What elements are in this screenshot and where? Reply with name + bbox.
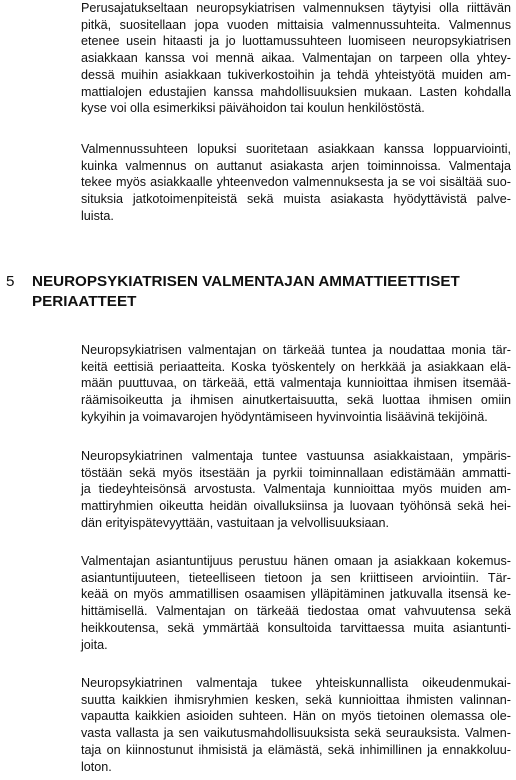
text-line: hittämisellä. Valmentajan on tärkeää tiedostaa omat vahvuutensa sekä	[81, 604, 511, 619]
text-line: loton.	[81, 759, 112, 774]
paragraph-asiantuntijuus	[81, 553, 511, 653]
text-line: Valmennussuhteen lopuksi suoritetaan asiakkaan kanssa loppuarviointi,	[81, 142, 511, 156]
text-line: kykyihin ja voimavarojen hyödyntämiseen hyvinvointia lisäävinä tekijöinä.	[81, 409, 488, 424]
text-line: asiakkaan kanssa voi mennä aikaa. Valmentajan on tarpeen olla yhtey-	[81, 51, 511, 66]
text-line: pitkä, suositellaan jopa vuoden mittaisia valmennussuhteita. Valmennus	[81, 17, 511, 32]
text-line: luista.	[81, 208, 114, 223]
text-line: keää on myös ammatillisen osaamisen ylläpitäminen jatkuvalla itsensä ke-	[81, 587, 511, 602]
text-line: ja tiedeyhteisönsä arvostusta. Valmentaja kunnioittaa myös muiden am-	[81, 482, 511, 497]
text-line: Neuropsykiatrisen valmentajan on tärkeää tuntea ja noudattaa monia tär-	[81, 343, 511, 357]
paragraph-vastuu	[81, 448, 511, 532]
text-line: räämisoikeutta ja ihmisen ainutkertaisuutta, sekä luottaa ihmisen omiin	[81, 393, 511, 408]
paragraph-loppuarviointi	[81, 141, 511, 225]
paragraph-oikeudenmukaisuus	[81, 675, 511, 775]
text-line: mattiryhmien oikeutta heidän oivalluksiinsa ja luovaan työhönsä sekä hei-	[81, 499, 511, 514]
text-line: keitä eettisiä periaatteita. Koska työskentely on herkkää ja asiakkaan elä-	[81, 359, 511, 374]
text-line: asiantuntijuuteen, tieteelliseen tietoon ja sen kriittiseen arviointiin. Tär-	[81, 570, 511, 585]
text-line: dessä muihin asiakkaan tukiverkostoihin ja tehdä yhteistyötä muiden am-	[81, 67, 511, 82]
text-line: situksia jatkotoimenpiteistä sekä muista asiakasta hyödyttävistä palve-	[81, 192, 511, 207]
text-line: taja on kiinnostunut ihmisistä ja elämästä, sekä inhimillinen ja ennakkoluu-	[81, 742, 511, 757]
text-line: etenee usein hitaasti ja jo luottamussuhteen luomiseen neuropsykiatrisen	[81, 34, 511, 49]
text-line: mattialojen edustajien kanssa mahdollisuuksien mukaan. Lasten kohdalla	[81, 84, 511, 99]
section-title-line: NEUROPSYKIATRISEN VALMENTAJAN AMMATTIEETTISET	[32, 273, 460, 290]
text-line: kuinka valmennus on auttanut asiakasta arjen toiminnoissa. Valmentaja	[81, 158, 511, 173]
text-line: vasta vallasta ja sen vaikutusmahdollisuuksista sekä seurauksista. Valmen-	[81, 726, 511, 741]
text-line: töstään sekä myös itsestään ja pyrkii toiminnallaan edistämään ammatti-	[81, 465, 511, 480]
text-line: dän erityispätevyyttään, vastuitaan ja velvollisuuksiaan.	[81, 515, 390, 530]
section-title	[32, 272, 502, 312]
paragraph-valmennussuhteen-kesto	[81, 0, 511, 117]
text-line: heikkoutensa, sekä ymmärtää konsultoida tarvittaessa muita asiantunti-	[81, 620, 511, 635]
text-line: Perusajatukseltaan neuropsykiatrisen valmennuksen täytyisi olla riittävän	[81, 1, 511, 15]
text-line: Neuropsykiatrinen valmentaja tukee yhteiskunnallista oikeudenmukai-	[81, 676, 511, 690]
text-line: Neuropsykiatrinen valmentaja tuntee vastuunsa asiakkaistaan, ympäris-	[81, 449, 511, 463]
text-line: suutta kaikkien ihmisryhmien kesken, sekä kunnioittaa ihmisten valinnan-	[81, 692, 511, 707]
paragraph-eettiset-periaatteet	[81, 342, 511, 426]
section-number: 5	[6, 273, 15, 290]
text-line: joita.	[81, 637, 108, 652]
text-line: tekee myös asiakkaalle yhteenvedon valmennuksesta ja se voi sisältää suo-	[81, 175, 511, 190]
text-line: Valmentajan asiantuntijuus perustuu hänen omaan ja asiakkaan kokemus-	[81, 554, 511, 568]
text-line: mään puuttuvaa, on tärkeää, että valmentaja kunnioittaa ihmisen itsemää-	[81, 376, 511, 391]
text-line: kyse voi olla esimerkiksi päivähoidon tai koulun henkilöstöstä.	[81, 101, 425, 116]
text-line: vapautta kaikkien asioiden suhteen. Hän on myös tietoinen olemassa ole-	[81, 709, 511, 724]
section-title-line: PERIAATTEET	[32, 293, 137, 310]
